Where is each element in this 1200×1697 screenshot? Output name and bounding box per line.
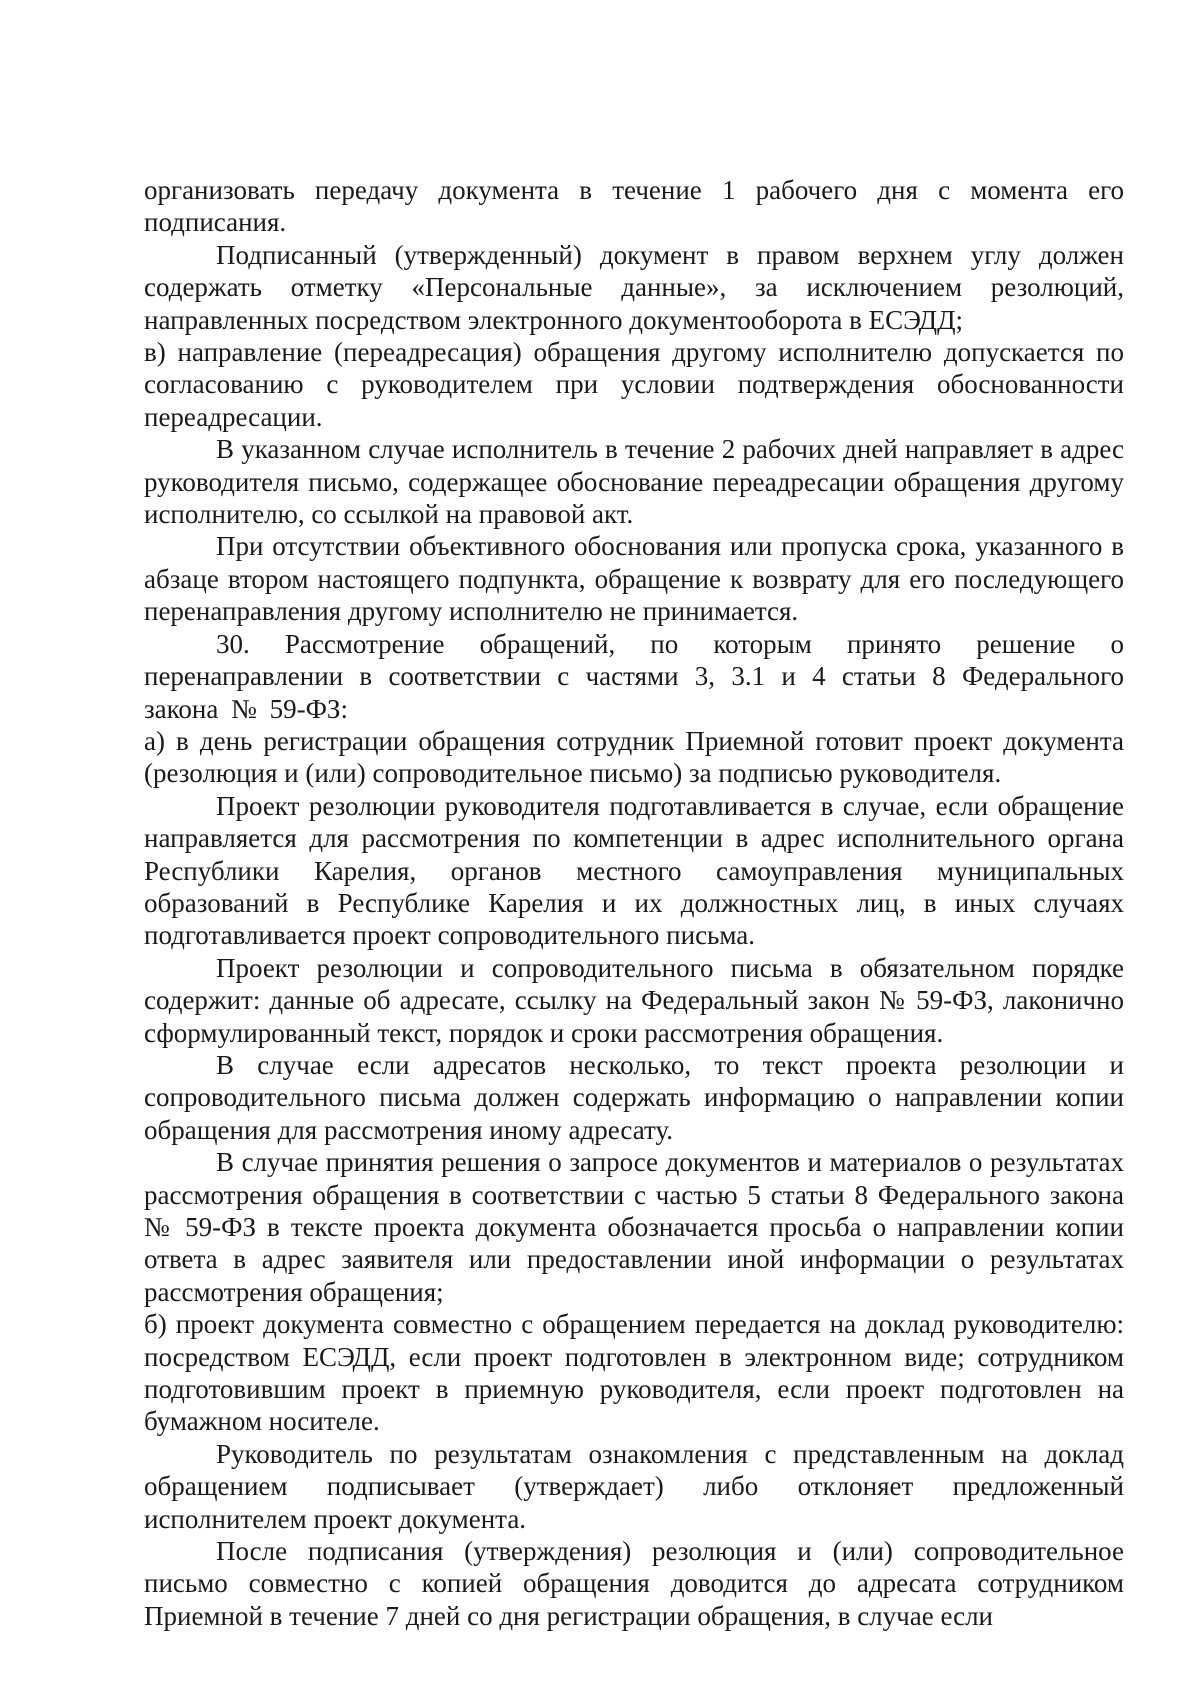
paragraph: б) проект документа совместно с обращением передается на доклад руководителю: посредством ЕСЭДД, если проект подготовлен в электронном виде; сотрудником подготовившим проект в приемную руководителя, если проект подготовлен на бумажном носителе. [144,1309,1124,1437]
paragraph: в) направление (переадресация) обращения другому исполнителю допускается по согласованию с руководителем при условии подтверждения обоснованности переадресации. [144,337,1124,432]
paragraph: Подписанный (утвержденный) документ в правом верхнем углу должен содержать отметку «Персональные данные», за исключением резолюций, направленных посредством электронного документооборота в ЕСЭДД; [144,239,1124,335]
paragraph: После подписания (утверждения) резолюция и (или) сопроводительное письмо совместно с копией обращения доводится до адресата сотрудником Приемной в течение 7 дней со дня регистрации обращения, в случае если [144,1536,1124,1631]
paragraph: Проект резолюции и сопроводительного письма в обязательном порядке содержит: данные об адресате, ссылку на Федеральный закон № 59-ФЗ, лаконично сформулированный текст, порядок и сроки рассмотрения обращения. [144,952,1124,1048]
paragraph: В случае принятия решения о запросе документов и материалов о результатах рассмотрения обращения в соответствии с частью 5 статьи 8 Федерального закона № 59-ФЗ в тексте проекта документа обозначается просьба о направлении копии ответа в адрес заявителя или предоставлении иной информации о результатах рассмотрения обращения; [144,1147,1124,1307]
paragraph: Руководитель по результатам ознакомления с представленным на доклад обращением подписывает (утверждает) либо отклоняет предложенный исполнителем проект документа. [144,1438,1124,1534]
paragraph: В указанном случае исполнитель в течение 2 рабочих дней направляет в адрес руководителя письмо, содержащее обоснование переадресации обращения другому исполнителю, со ссылкой на правовой акт. [144,434,1124,530]
paragraph: В случае если адресатов несколько, то текст проекта резолюции и сопроводительного письма должен содержать информацию о направлении копии обращения для рассмотрения иному адресату. [144,1049,1124,1145]
document-body [144,174,1124,1632]
paragraph: а) в день регистрации обращения сотрудник Приемной готовит проект документа (резолюция и (или) сопроводительное письмо) за подписью руководителя. [144,725,1124,789]
paragraph: Проект резолюции руководителя подготавливается в случае, если обращение направляется для рассмотрения по компетенции в адрес исполнительного органа Республики Карелия, органов местного самоуправления муниципальных образований в Республике Карелия и их должностных лиц, в иных случаях подготавливается проект сопроводительного письма. [144,790,1124,951]
paragraph-item-30: 30. Рассмотрение обращений, по которым принято решение о перенаправлении в соответствии с частями 3, 3.1 и 4 статьи 8 Федерального закона № 59-ФЗ: [144,628,1124,724]
paragraph: организовать передачу документа в течение 1 рабочего дня с момента его подписания. [144,175,1124,238]
paragraph: При отсутствии объективного обоснования или пропуска срока, указанного в абзаце втором настоящего подпункта, обращение к возврату для его последующего перенаправления другому исполнителю не принимается. [144,531,1124,627]
